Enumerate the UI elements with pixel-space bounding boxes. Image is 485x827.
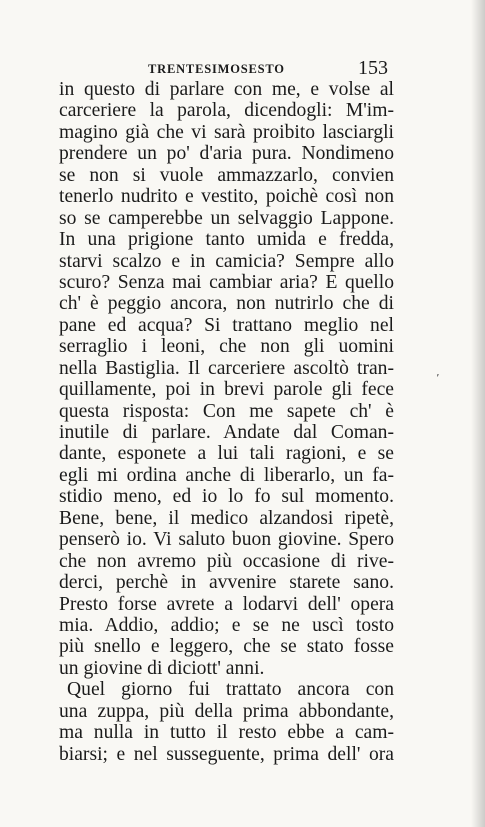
text-line: pane ed acqua? Si trattano meglio nel [59, 314, 394, 336]
text-line: derci, perchè in avvenire starete sano. [59, 572, 394, 594]
text-line: prendere un po' d'aria pura. Nondimeno [59, 143, 394, 165]
text-line: questa risposta: Con me sapete ch' è [59, 400, 394, 422]
text-line: starvi scalzo e in camicia? Sempre allo [59, 250, 394, 272]
text-line: stidio meno, ed io lo fo sul momento. [59, 486, 394, 508]
text-line: scuro? Senza mai cambiar aria? E quello [59, 271, 394, 293]
text-line: tenerlo nudrito e vestito, poichè così non [59, 186, 394, 208]
text-line: Presto forse avrete a lodarvi dell' opera [59, 593, 394, 615]
text-line: Quel giorno fui trattato ancora con [67, 679, 394, 701]
text-line: penserò io. Vi saluto buon giovine. Spero [59, 529, 394, 551]
page-header [60, 57, 390, 80]
text-line: mia. Addio, addio; e se ne uscì tosto [59, 614, 394, 636]
text-line: so se camperebbe un selvaggio Lappone. [59, 207, 394, 229]
text-line: magino già che vi sarà proibito lasciargli [59, 121, 394, 143]
text-line: egli mi ordina anche di liberarlo, un fa- [59, 464, 394, 486]
text-line: quillamente, poi in brevi parole gli fece [59, 379, 394, 401]
text-line: una zuppa, più della prima abbondante, [59, 700, 394, 722]
text-line: più snello e leggero, che se stato fosse [59, 636, 394, 658]
margin-mark: ʼ [436, 372, 440, 385]
text-line: Bene, bene, il medico alzandosi ripetè, [59, 507, 394, 529]
text-line: un giovine di diciott' anni. [59, 657, 265, 679]
text-line: che non avremo più occasione di rive- [59, 550, 394, 572]
text-line: in questo di parlare con me, e volse al [59, 79, 394, 100]
body-text [59, 79, 394, 765]
text-line: carceriere la parola, dicendogli: M'im- [59, 100, 394, 122]
page-number: 153 [358, 57, 388, 79]
text-line: ch' è peggio ancora, non nutrirlo che di [59, 293, 394, 315]
text-line: se non si vuole ammazzarlo, convien [59, 164, 394, 186]
text-line: In una prigione tanto umida e fredda, [59, 229, 394, 251]
text-line: biarsi; e nel susseguente, prima dell' ora [59, 743, 394, 765]
text-line: serraglio i leoni, che non gli uomini [59, 336, 394, 358]
running-title: TRENTESIMOSESTO [148, 62, 285, 76]
text-line: inutile di parlare. Andate dal Coman- [59, 422, 394, 443]
text-line: nella Bastiglia. Il carceriere ascoltò tran- [59, 357, 394, 379]
page-edge-shadow [471, 0, 485, 827]
text-line: dante, esponete a lui tali ragioni, e se [59, 443, 394, 465]
text-line: ma nulla in tutto il resto ebbe a cam- [59, 722, 394, 744]
